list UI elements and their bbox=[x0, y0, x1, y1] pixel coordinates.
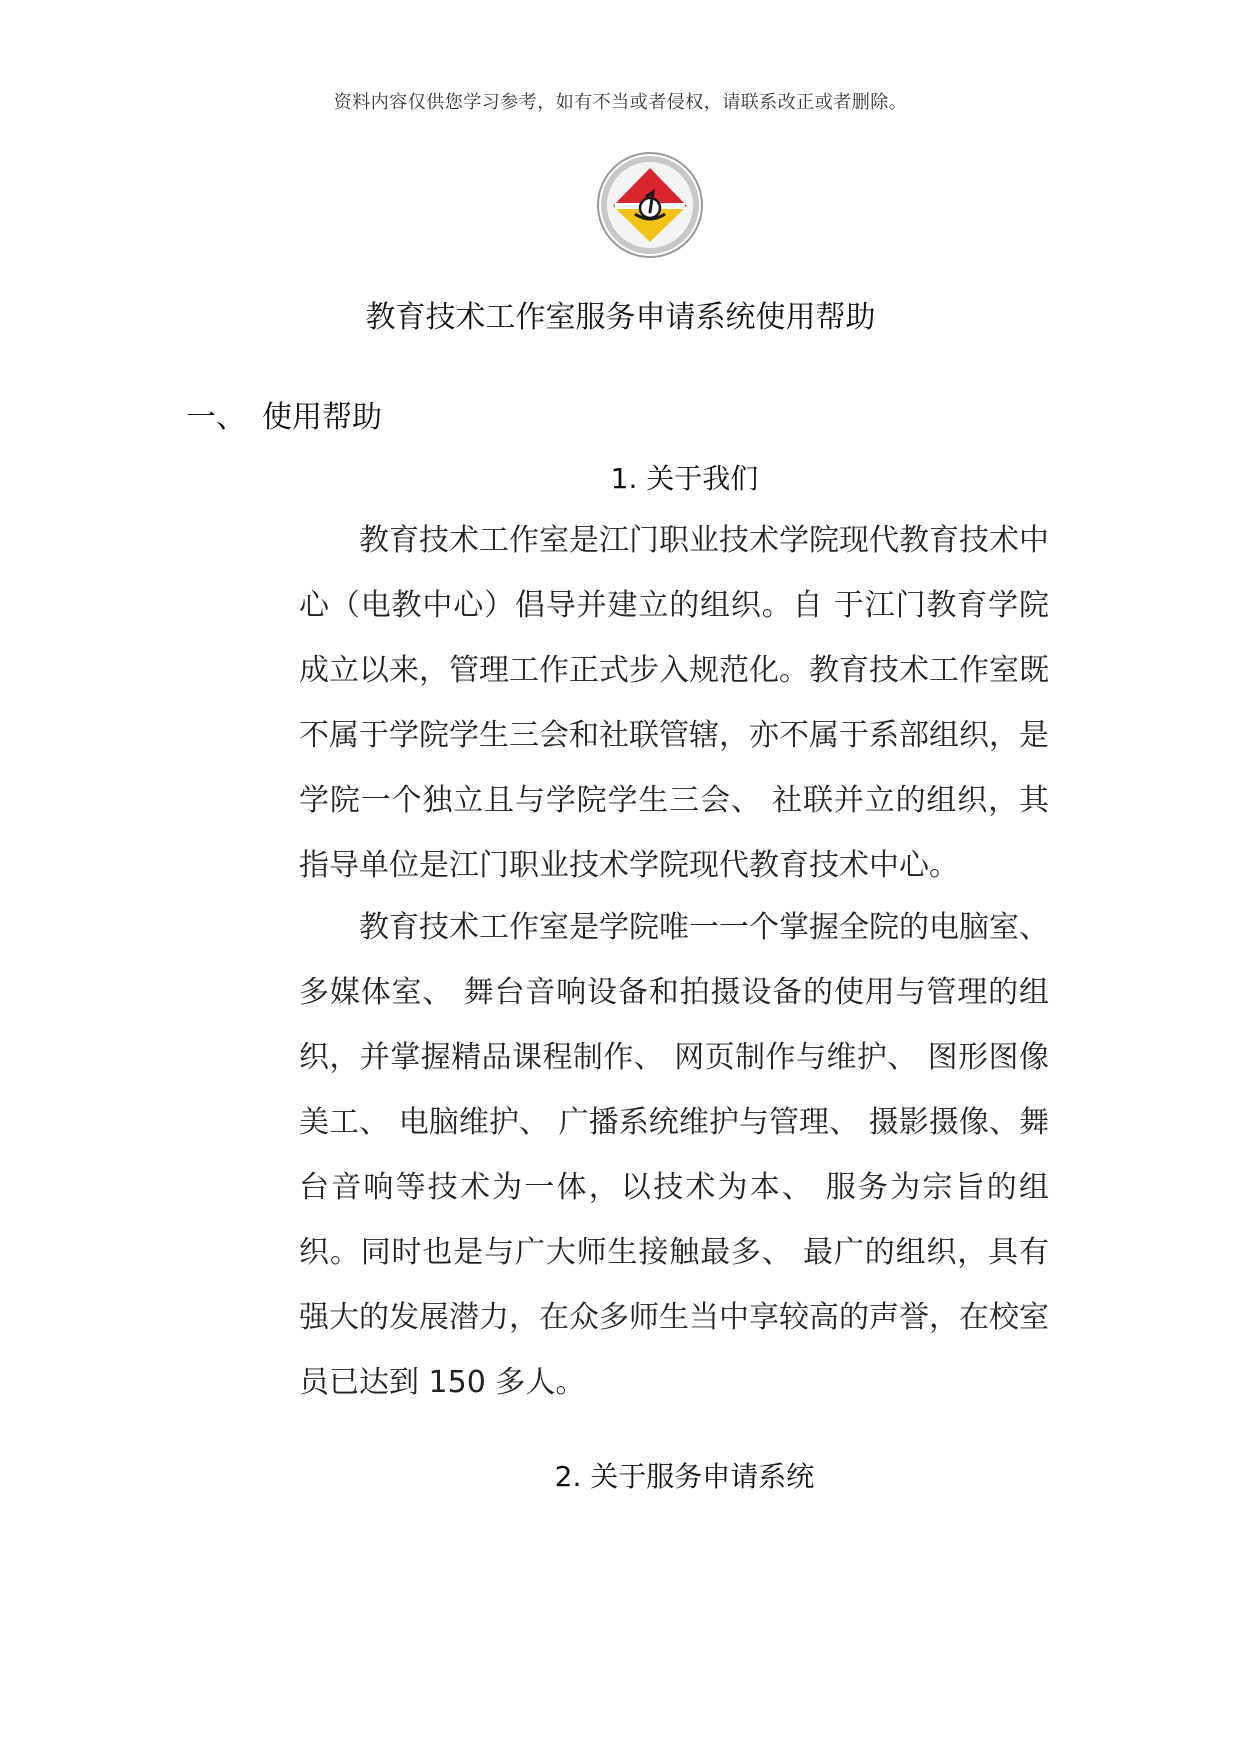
subsection-label: 关于我们 bbox=[646, 462, 759, 495]
section-number: 一、 bbox=[186, 400, 246, 435]
subsection-heading-about-us bbox=[0, 457, 1241, 497]
school-emblem-icon bbox=[595, 150, 705, 260]
subsection-label: 关于服务申请系统 bbox=[590, 1460, 815, 1493]
document-title: 教育技术工作室服务申请系统使用帮助 bbox=[365, 300, 876, 335]
section-label: 使用帮助 bbox=[262, 400, 382, 435]
paragraph-about-us: 教育技术工作室是江门职业技术学院现代教育技术中心（电教中心）倡导并建立的组织。自 于江门教育学院成立以来，管理工作正式步入规范化。教育技术工作室既不属于学院学生三会和社联管辖，亦不属于系部组织，是学院一个独立且与学院学生三会、 社联并立的组织，其指导单位是江门职业技术学院现代教育技术中心。 bbox=[299, 523, 1049, 883]
section-heading bbox=[186, 392, 382, 436]
subsection-number: 2. bbox=[554, 1460, 582, 1493]
subsection-heading-service-system bbox=[0, 1455, 1241, 1495]
header-disclaimer: 资料内容仅供您学习参考，如有不当或者侵权，请联系改正或者删除。 bbox=[333, 92, 908, 113]
subsection-number: 1. bbox=[610, 462, 638, 495]
paragraph-studio-description: 教育技术工作室是学院唯一一个掌握全院的电脑室、多媒体室、 舞台音响设备和拍摄设备的使用与管理的组织，并掌握精品课程制作、 网页制作与维护、 图形图像美工、 电脑维护、 广播系统维护与管理、 摄影摄像、舞台音响等技术为一体，以技术为本、 服务为宗旨的组织。同时也是与广大师生接触最多、 最广的组织，具有强大的发展潜力，在众多师生当中享较高的声誉，在校室员已达到 150 多人。 bbox=[299, 910, 1049, 1400]
